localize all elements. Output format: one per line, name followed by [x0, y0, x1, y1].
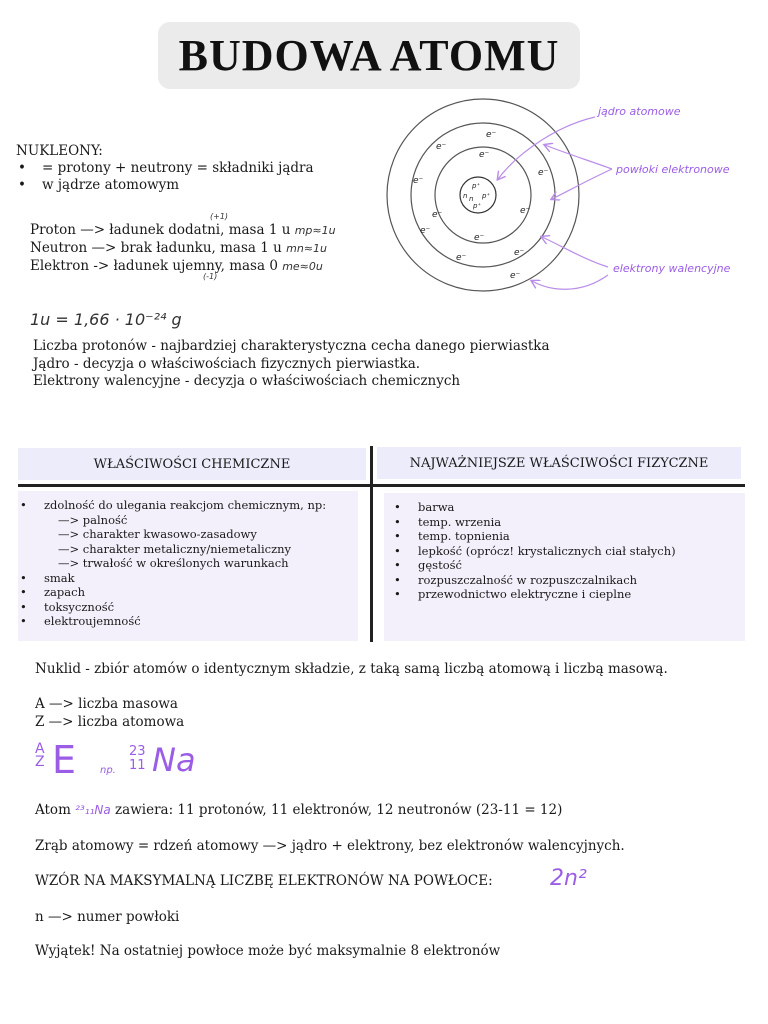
electron: e⁻: [474, 233, 485, 243]
valence-label: elektrony walencyjne: [613, 262, 731, 275]
electron-text: Elektron -> ładunek ujemny, masa 0: [30, 258, 278, 274]
fact-line: Liczba protonów - najbardziej charakterystyczna cecha danego pierwiastka: [33, 338, 550, 354]
list-item: • temp. wrzenia: [392, 515, 745, 530]
chem-header: WŁAŚCIWOŚCI CHEMICZNE: [18, 448, 366, 480]
proton-charge-note: (+1): [210, 212, 229, 221]
list-item: • elektroujemność: [18, 614, 358, 629]
table-divider-horizontal: [18, 484, 745, 487]
neutron-text: Neutron —> brak ładunku, masa 1 u: [30, 240, 282, 256]
atom-diagram: [380, 95, 765, 295]
electron: e⁻: [413, 176, 424, 186]
electron: e⁻: [486, 130, 497, 140]
mass-unit-formula: 1u = 1,66 · 10⁻²⁴ g: [30, 310, 182, 329]
nucleus-neutron: n: [463, 192, 468, 200]
list-item: • = protony + neutrony = składniki jądra: [16, 160, 314, 177]
electron: e⁻: [510, 271, 521, 281]
notation-mass: 23: [129, 744, 146, 759]
core-definition: Zrąb atomowy = rdzeń atomowy —> jądro + elektrony, bez elektronów walencyjnych.: [35, 838, 625, 854]
list-item: —> palność: [58, 512, 128, 527]
electron: e⁻: [479, 150, 490, 160]
electron: e⁻: [420, 226, 431, 236]
shells-arrow: [552, 169, 612, 199]
notation-A-Z: [35, 743, 45, 769]
title-box: [158, 22, 580, 89]
nucleons-list: [16, 160, 314, 194]
page-title: BUDOWA ATOMU: [178, 31, 560, 80]
list-item: • zdolność do ulegania reakcjom chemicznym, np:: [18, 498, 358, 513]
atom-symbol: ²³₁₁Na: [75, 803, 111, 817]
fact-line: Elektrony walencyjne - decyzja o właściwościach chemicznych: [33, 373, 461, 389]
phys-header: NAJWAŻNIEJSZE WŁAŚCIWOŚCI FIZYCZNE: [377, 447, 741, 479]
nucleus-proton: p⁺: [473, 202, 482, 210]
n-definition: n —> numer powłoki: [35, 909, 180, 925]
chem-list: [18, 498, 358, 513]
shells-arrow: [545, 145, 612, 169]
phys-list: [384, 500, 745, 602]
list-item: • gęstość: [392, 558, 745, 573]
notation-na-numbers: [129, 745, 146, 773]
electron: e⁻: [538, 168, 549, 178]
nucleus-neutron: n: [469, 195, 474, 203]
neutron-note: mn≈1u: [286, 242, 327, 255]
notation-Z: Z: [35, 754, 45, 770]
electron: e⁻: [436, 142, 447, 152]
proton-text: Proton —> ładunek dodatni, masa 1 u: [30, 222, 291, 238]
list-item: • lepkość (oprócz! krystalicznych ciał stałych): [392, 544, 745, 559]
mass-number-line: A —> liczba masowa: [35, 696, 178, 712]
notation-A: A: [35, 741, 45, 757]
phys-cell: [384, 493, 745, 641]
electron: e⁻: [514, 248, 525, 258]
list-item: —> charakter kwasowo-zasadowy: [58, 527, 257, 541]
formula-value: 2n²: [550, 866, 587, 891]
chem-cell: [18, 491, 358, 641]
electron: e⁻: [520, 206, 531, 216]
nucleus-proton: p⁺: [472, 182, 481, 190]
notation-atomic: 11: [129, 758, 146, 773]
neutron-line: [30, 240, 327, 257]
exception-note: Wyjątek! Na ostatniej powłoce może być maksymalnie 8 elektronów: [35, 943, 501, 959]
list-item: • smak: [18, 571, 358, 586]
notation-na-symbol: Na: [152, 741, 196, 779]
chem-list: [18, 571, 358, 629]
electron: e⁻: [456, 253, 467, 263]
list-item: • temp. topnienia: [392, 529, 745, 544]
fact-line: Jądro - decyzja o właściwościach fizycznych pierwiastka.: [33, 356, 421, 372]
nuclide-definition: Nuklid - zbiór atomów o identycznym składzie, z taką samą liczbą atomową i liczbą masową.: [35, 661, 668, 677]
electron: e⁻: [432, 210, 443, 220]
list-item: • toksyczność: [18, 600, 358, 615]
chem-sublist: [18, 513, 358, 571]
nucleons-heading: NUKLEONY:: [16, 143, 103, 159]
list-item: • zapach: [18, 585, 358, 600]
atom-prefix: Atom: [35, 802, 71, 818]
electron-line: [30, 258, 323, 275]
electron-note: me≈0u: [282, 260, 323, 273]
atom-composition-line: [35, 802, 562, 819]
list-item: —> trwałość w określonych warunkach: [58, 556, 289, 570]
list-item: • barwa: [392, 500, 745, 515]
shells-label: powłoki elektronowe: [616, 163, 730, 176]
atom-suffix: zawiera: 11 protonów, 11 elektronów, 12 neutronów (23-11 = 12): [115, 802, 563, 818]
formula-heading: WZÓR NA MAKSYMALNĄ LICZBĘ ELEKTRONÓW NA POWŁOCE:: [35, 873, 493, 889]
notation-np: np.: [100, 765, 116, 776]
list-item: • przewodnictwo elektryczne i cieplne: [392, 587, 745, 602]
nucleus-label: jądro atomowe: [598, 105, 681, 118]
notation-E: E: [52, 738, 77, 782]
proton-line: [30, 222, 336, 239]
nucleus-proton: p⁺: [482, 192, 491, 200]
list-item: —> charakter metaliczny/niemetaliczny: [58, 541, 292, 556]
table-divider-vertical: [370, 446, 373, 642]
valence-arrow: [532, 275, 608, 289]
list-item: • w jądrze atomowym: [16, 177, 314, 194]
electron-charge-note: (-1): [203, 272, 218, 281]
list-item: • rozpuszczalność w rozpuszczalnikach: [392, 573, 745, 588]
proton-note: mp≈1u: [294, 224, 336, 237]
atomic-number-line: Z —> liczba atomowa: [35, 714, 185, 730]
